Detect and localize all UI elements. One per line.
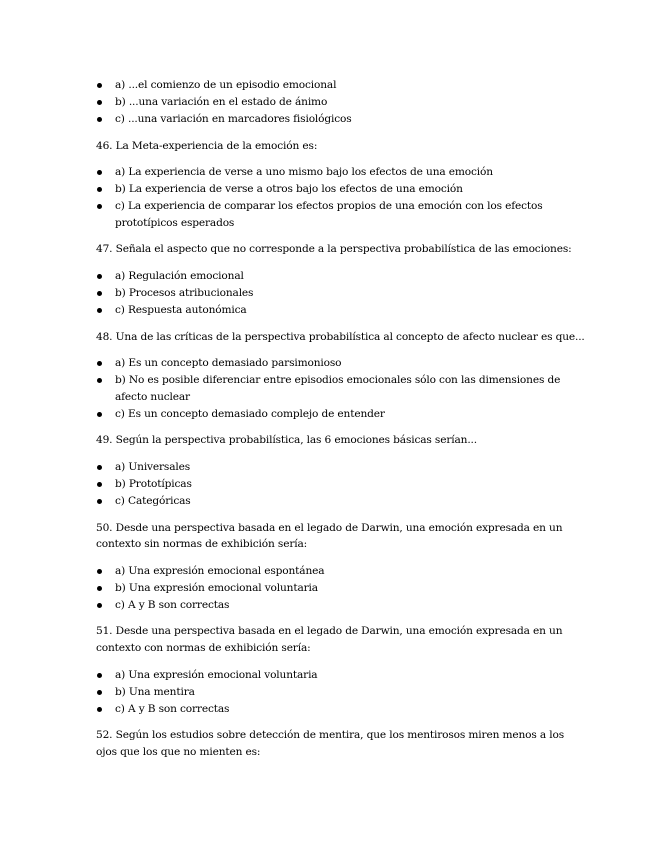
bullet-icon <box>97 187 102 192</box>
answer-option: a) Una expresión emocional espontánea <box>115 564 325 577</box>
answer-option: c) Categóricas <box>115 495 191 507</box>
bullet-icon <box>97 291 102 296</box>
bullet-icon <box>97 361 102 366</box>
bullet-icon <box>97 378 102 383</box>
question-text: 48. Una de las críticas de la perspectiva probabilística al concepto de afecto nuclear es que... <box>96 330 585 343</box>
answer-option: b) No es posible diferenciar entre episodios emocionales sólo con las dimensiones de <box>115 374 561 387</box>
question-text: ojos que los que no mienten es: <box>96 745 261 758</box>
bullet-icon <box>97 707 102 712</box>
answer-option: a) Universales <box>115 461 191 473</box>
bullet-icon <box>97 603 102 608</box>
bullet-icon <box>97 673 102 678</box>
answer-option: c) A y B son correctas <box>115 702 230 715</box>
bullet-icon <box>97 569 102 574</box>
question-text: 49. Según la perspectiva probabilística, las 6 emociones básicas serían... <box>96 434 477 447</box>
bullet-icon <box>97 274 102 279</box>
bullet-icon <box>97 690 102 695</box>
bullet-icon <box>97 204 102 209</box>
question-text: 52. Según los estudios sobre detección de mentira, que los mentirosos miren menos a los <box>96 729 565 742</box>
answer-option: c) Es un concepto demasiado complejo de entender <box>115 407 385 420</box>
bullet-icon <box>97 586 102 591</box>
question-text: contexto con normas de exhibición sería: <box>96 642 311 654</box>
answer-option: b) ...una variación en el estado de ánimo <box>115 96 328 108</box>
question-text: contexto sin normas de exhibición sería: <box>96 538 308 551</box>
bullet-icon <box>97 465 102 470</box>
answer-option: c) La experiencia de comparar los efectos propios de una emoción con los efectos <box>115 200 543 213</box>
answer-option: b) Una expresión emocional voluntaria <box>115 581 318 594</box>
bullet-icon <box>97 412 102 417</box>
answer-option: prototípicos esperados <box>115 216 235 229</box>
answer-option: b) Una mentira <box>115 685 195 698</box>
bullet-icon <box>97 308 102 313</box>
answer-option: a) ...el comienzo de un episodio emocional <box>115 79 337 91</box>
answer-option: a) La experiencia de verse a uno mismo bajo los efectos de una emoción <box>115 166 493 179</box>
answer-option: a) Regulación emocional <box>115 270 244 282</box>
question-text: 50. Desde una perspectiva basada en el legado de Darwin, una emoción expresada en un <box>96 521 563 534</box>
answer-option: b) Procesos atribucionales <box>115 287 254 299</box>
bullet-icon <box>97 117 102 122</box>
bullet-icon <box>97 83 102 88</box>
answer-option: afecto nuclear <box>115 390 190 403</box>
bullet-icon <box>97 170 102 175</box>
answer-option: b) La experiencia de verse a otros bajo los efectos de una emoción <box>115 183 463 196</box>
bullet-icon <box>97 499 102 504</box>
answer-option: b) Prototípicas <box>115 478 192 490</box>
answer-option: a) Una expresión emocional voluntaria <box>115 668 318 681</box>
answer-option: c) A y B son correctas <box>115 598 230 611</box>
answer-option: a) Es un concepto demasiado parsimonioso <box>115 357 342 370</box>
question-text: 46. La Meta-experiencia de la emoción es: <box>96 139 318 152</box>
answer-option: c) Respuesta autonómica <box>115 304 247 316</box>
question-text: 51. Desde una perspectiva basada en el legado de Darwin, una emoción expresada en un <box>96 625 563 638</box>
bullet-icon <box>97 100 102 105</box>
question-text: 47. Señala el aspecto que no corresponde a la perspectiva probabilística de las emociones: <box>96 243 572 256</box>
bullet-icon <box>97 482 102 487</box>
answer-option: c) ...una variación en marcadores fisiológicos <box>115 113 352 125</box>
